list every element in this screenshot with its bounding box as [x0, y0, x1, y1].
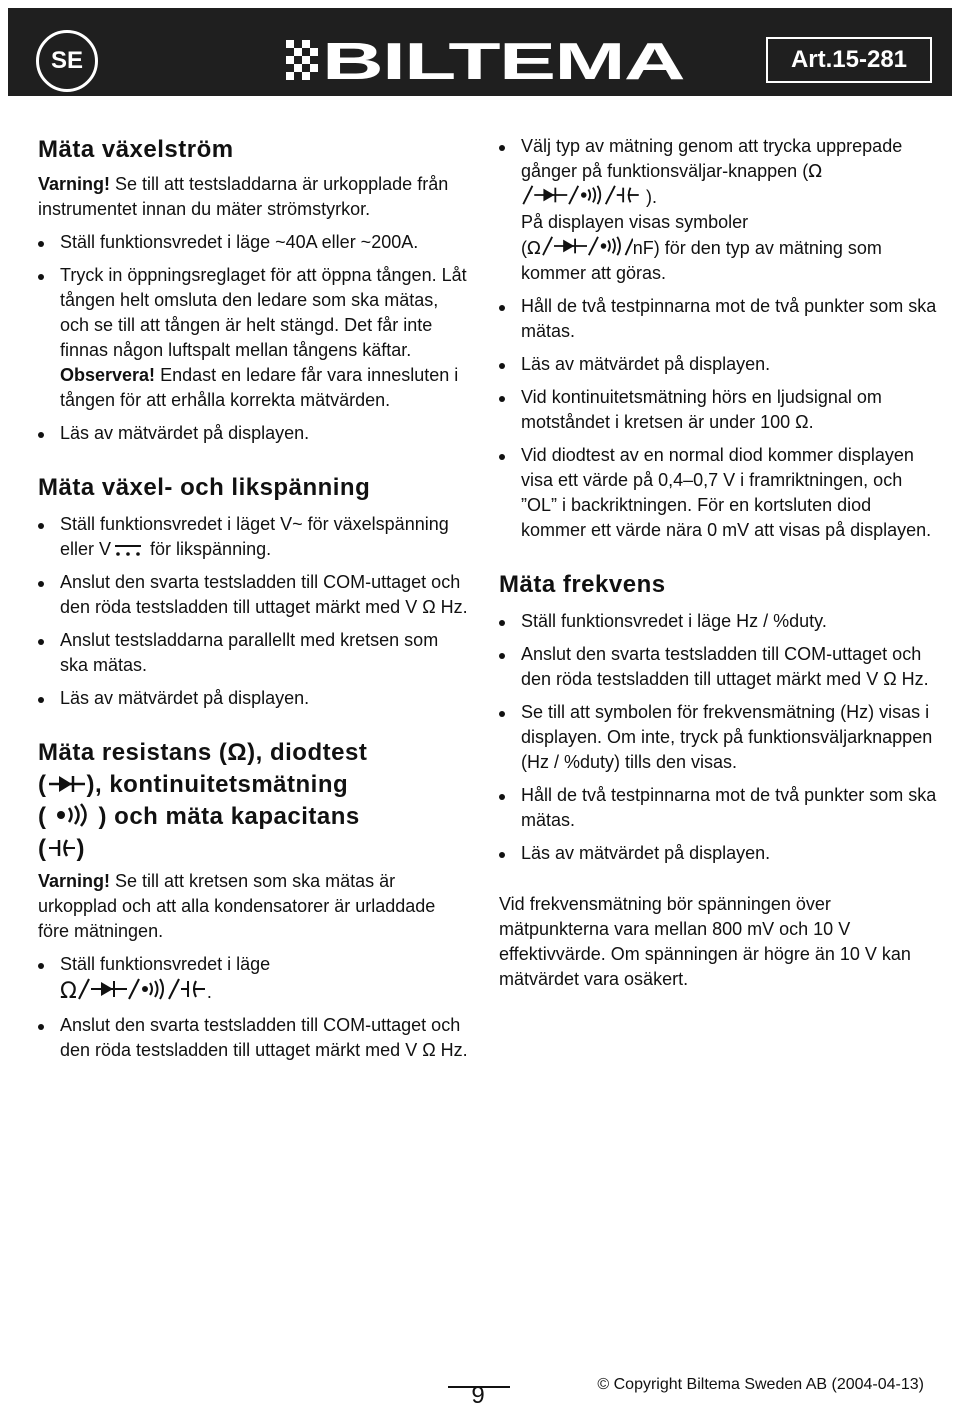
capacitor-icon	[47, 837, 77, 859]
frequency-note: Vid frekvensmätning bör spänningen över mätpunkterna vara mellan 800 mV och 10 V effektivvärde. Om spänningen är högre än 10 V kan mätvärdet vara osäkert.	[499, 894, 911, 989]
measurement-steps	[499, 134, 939, 543]
section-title-resistance	[38, 737, 468, 865]
warning-label: Varning!	[38, 174, 111, 194]
resistance-steps	[38, 952, 468, 1063]
mode-symbols-icon	[541, 235, 633, 257]
list-item: Vid kontinuitetsmätning hörs en ljudsignal om motståndet i kretsen är under 100 Ω.	[499, 385, 939, 435]
list-item: Håll de två testpinnarna mot de två punkter som ska mätas.	[499, 783, 939, 833]
title-line: ) och mäta kapacitans	[98, 803, 360, 830]
title-line: Mäta resistans (Ω), diodtest	[38, 739, 368, 766]
list-item-text: Tryck in öppningsreglaget för att öppna tången. Låt tången helt omsluta den ledare som ska mätas, och se till att tången är helt stängd. Det får inte finnas någon luftspalt mellan tångens käftar.	[60, 265, 467, 360]
frequency-steps	[499, 609, 939, 866]
list-item: Ställ funktionsvredet i läge ~40A eller ~200A.	[38, 230, 468, 255]
note-label: Observera!	[60, 365, 156, 385]
ac-current-steps	[38, 230, 468, 446]
list-item: Se till att symbolen för frekvensmätning (Hz) visas i displayen. Om inte, tryck på funktionsväljarknappen (Hz / %duty) tills den visas.	[499, 700, 939, 775]
warning-text: Se till att kretsen som ska mätas är urkopplad och att alla kondensatorer är urladdade före mätningen.	[38, 871, 436, 941]
list-item-text: ).	[641, 187, 657, 207]
list-item: Läs av mätvärdet på displayen.	[499, 352, 939, 377]
list-item-text: nF) för den typ av mätning som kommer att göras.	[521, 238, 882, 283]
list-item: Ställ funktionsvredet i läge Hz / %duty.	[499, 609, 939, 634]
mode-symbols-icon	[521, 184, 641, 206]
language-badge: SE	[36, 30, 98, 92]
section-title-voltage: Mäta växel- och likspänning	[38, 474, 371, 501]
list-item-text: .	[206, 982, 212, 1002]
ohm-symbol: Ω	[60, 979, 77, 1004]
list-item: Anslut den svarta testsladden till COM-uttaget och den röda testsladden till uttaget märkt med V Ω Hz.	[38, 570, 468, 620]
list-item-text: På displayen visas symboler	[521, 212, 749, 232]
warning-paragraph	[38, 869, 468, 944]
list-item: Läs av mätvärdet på displayen.	[38, 686, 468, 711]
list-item: Läs av mätvärdet på displayen.	[38, 421, 468, 446]
list-item-text: Välj typ av mätning genom att trycka upprepade gånger på funktionsväljar-knappen (	[521, 136, 903, 181]
title-paren: (	[38, 803, 47, 830]
list-item	[38, 512, 468, 562]
svg-text:BILTEMA: BILTEMA	[322, 34, 685, 86]
right-column	[499, 128, 939, 992]
note-text: Endast en ledare får vara innesluten i tången för att erhålla korrekta mätvärden.	[60, 365, 459, 410]
title-paren: (	[38, 771, 47, 798]
voltage-steps	[38, 512, 468, 711]
warning-paragraph	[38, 172, 468, 222]
list-item: Anslut den svarta testsladden till COM-uttaget och den röda testsladden till uttaget märkt med V Ω Hz.	[38, 1013, 468, 1063]
list-item: Håll de två testpinnarna mot de två punkter som ska mätas.	[499, 294, 939, 344]
list-item-text: Ställ funktionsvredet i läge	[60, 954, 271, 974]
diode-icon	[47, 773, 87, 795]
section-title-ac-current: Mäta växelström	[38, 136, 234, 163]
list-item	[499, 134, 939, 286]
header-bar	[8, 8, 952, 96]
dc-symbol-icon	[111, 542, 145, 558]
title-paren: )	[76, 835, 85, 862]
mode-symbols-icon	[77, 977, 207, 1001]
ohm-symbol: Ω	[527, 238, 541, 259]
list-item: Läs av mätvärdet på displayen.	[499, 841, 939, 866]
warning-label: Varning!	[38, 871, 111, 891]
copyright-notice: © Copyright Biltema Sweden AB (2004-04-13)	[597, 1376, 924, 1393]
title-paren: (	[38, 835, 47, 862]
ohm-symbol: Ω	[808, 161, 822, 182]
continuity-sound-icon	[47, 803, 99, 827]
warning-text: Se till att testsladdarna är urkopplade från instrumentet innan du mäter strömstyrkor.	[38, 174, 449, 219]
list-item: Vid diodtest av en normal diod kommer displayen visa ett värde på 0,4–0,7 V i framriktningen, och ”OL” i backriktningen. För en kortsluten diod kommer ett värde nära 0 mV att visas på displayen.	[499, 443, 939, 543]
left-column	[38, 128, 468, 1063]
list-item: Anslut den svarta testsladden till COM-uttaget och den röda testsladden till uttaget märkt med V Ω Hz.	[499, 642, 939, 692]
list-item-text: Ställ funktionsvredet i läget V~ för växelspänning eller V	[60, 514, 449, 559]
list-item: Anslut testsladdarna parallellt med kretsen som ska mätas.	[38, 628, 468, 678]
section-title-frequency: Mäta frekvens	[499, 571, 666, 598]
title-line: ), kontinuitetsmätning	[86, 771, 349, 798]
list-item-text: (	[521, 238, 527, 258]
list-item-text: för likspänning.	[145, 539, 272, 559]
list-item	[38, 263, 468, 413]
list-item	[38, 952, 468, 1005]
biltema-logo	[286, 34, 686, 86]
page-number: 9	[471, 1382, 485, 1409]
article-number: Art.15-281	[766, 37, 932, 83]
